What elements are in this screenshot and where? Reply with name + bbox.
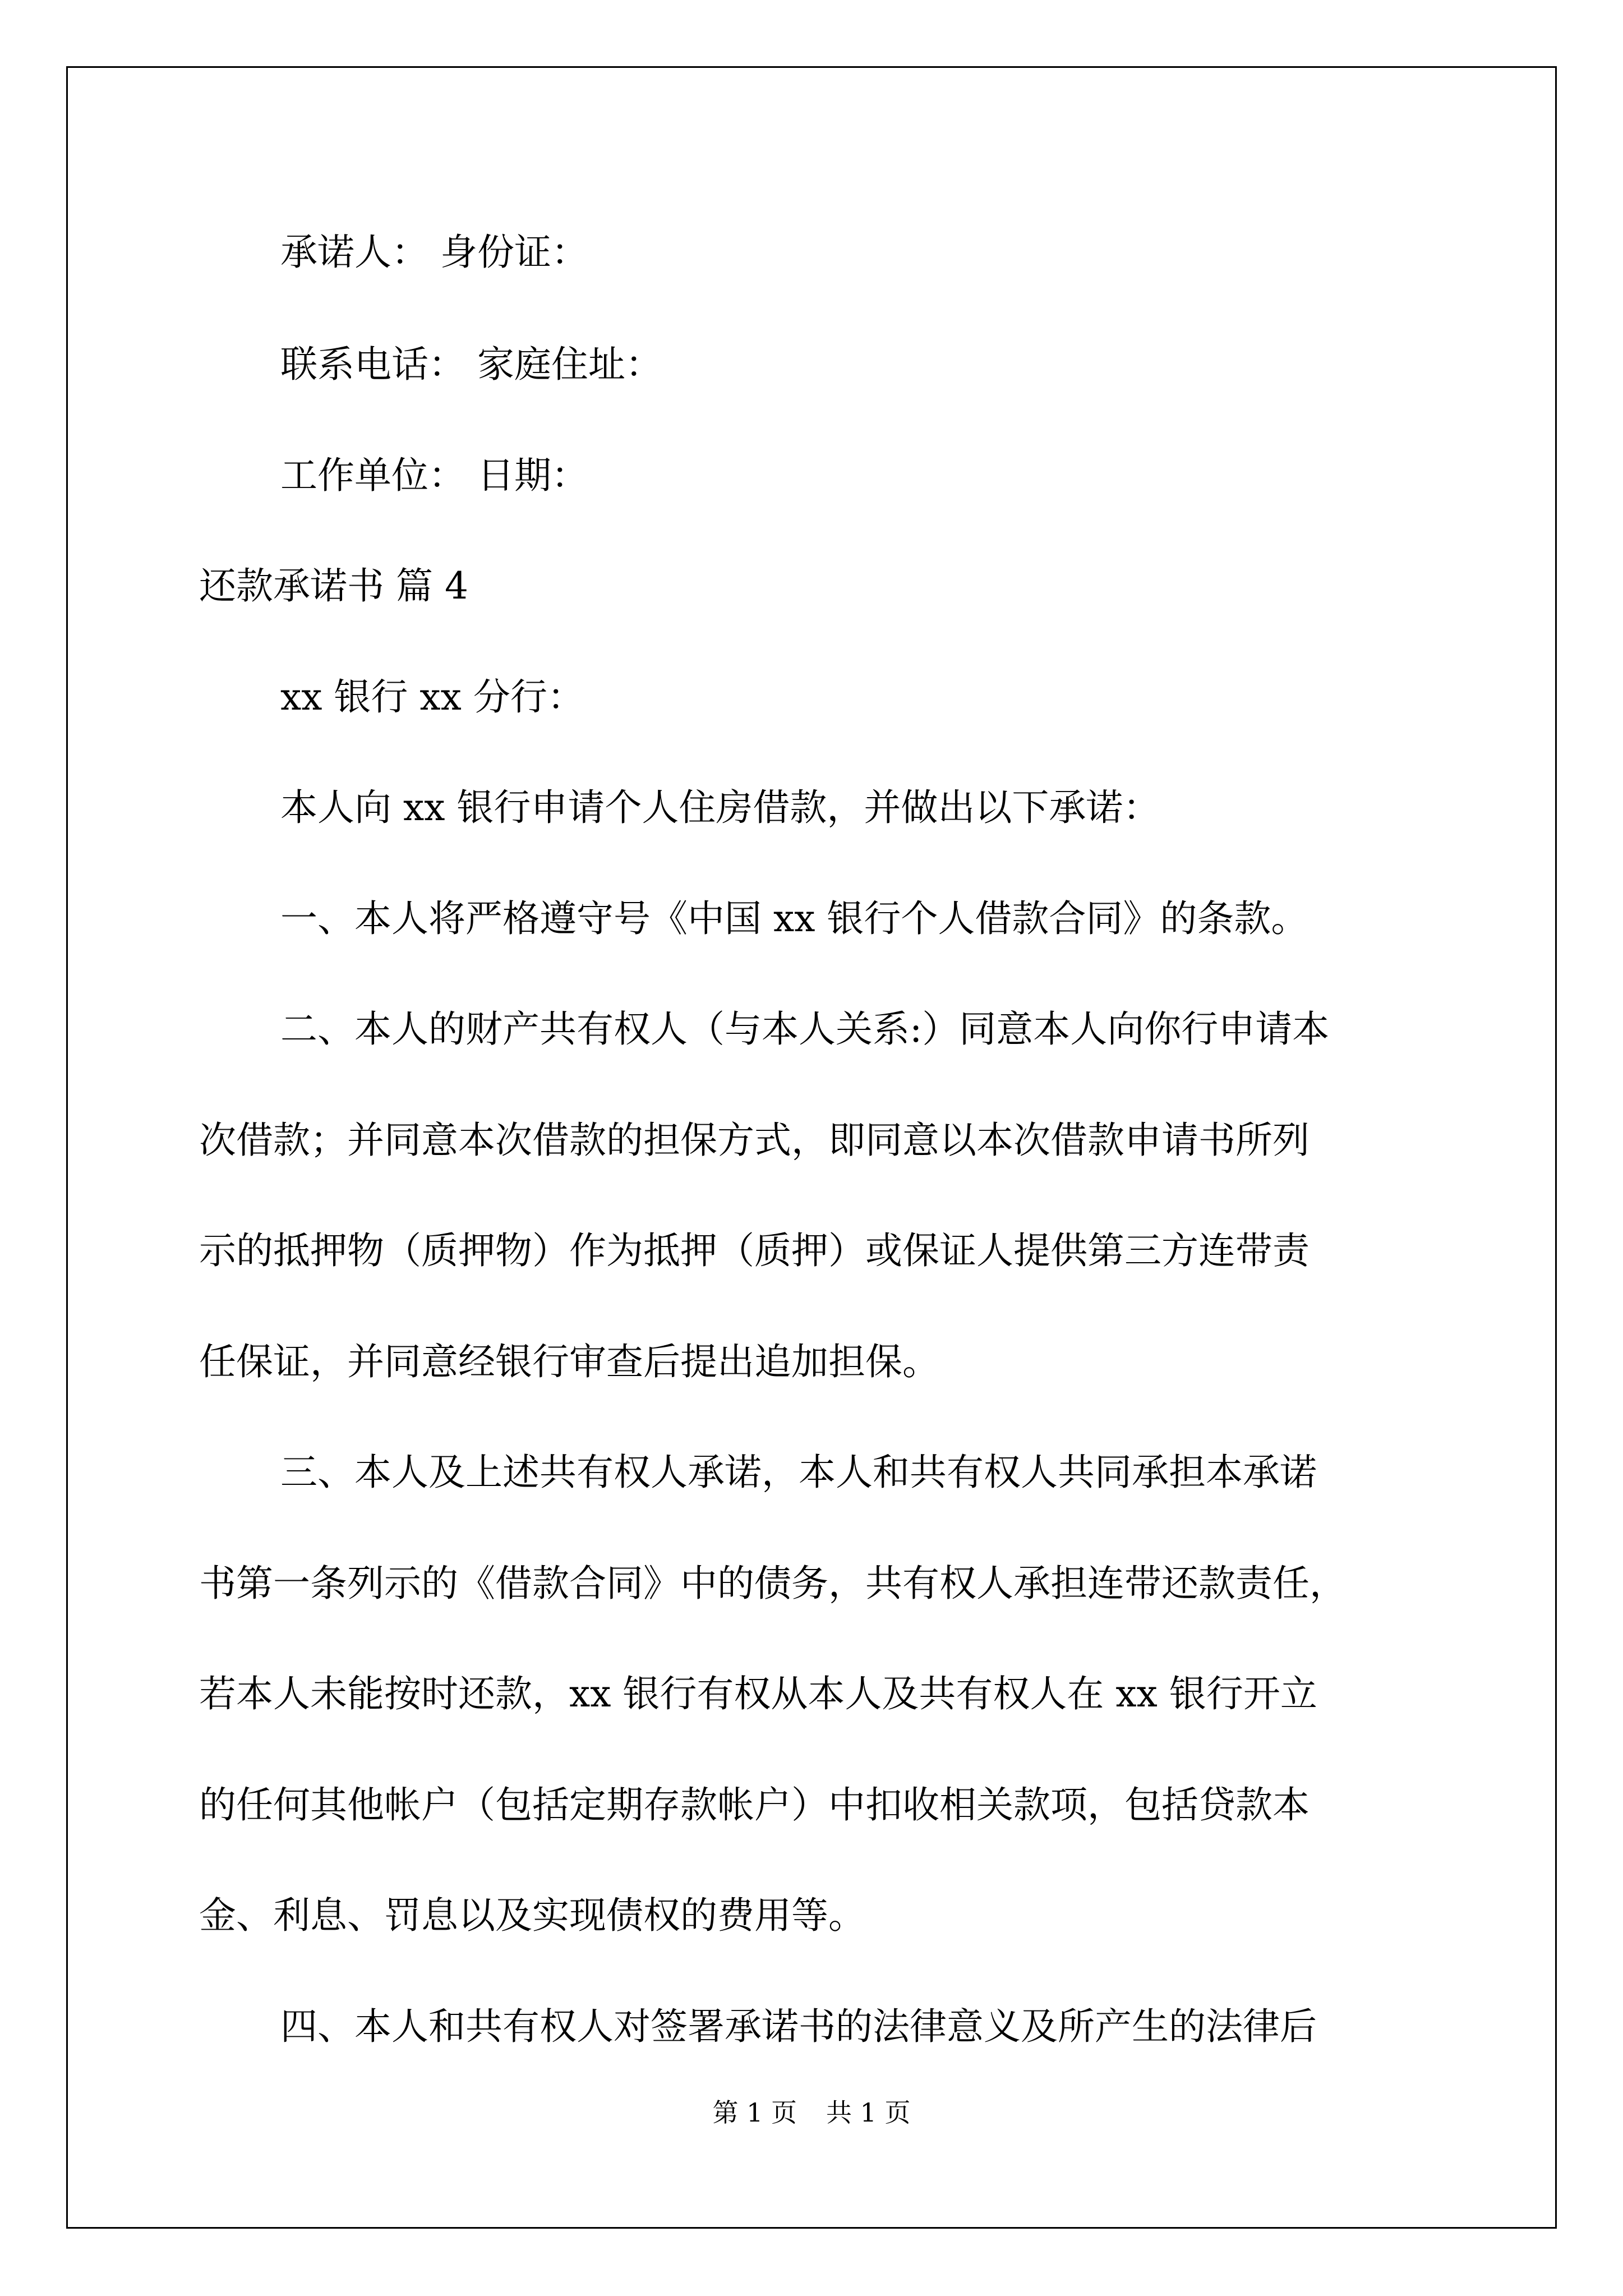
clause-2-line-1: 二、本人的财产共有权人（与本人关系:）同意本人向你行申请本	[280, 1007, 1330, 1051]
clause-3-line-4: 的任何其他帐户（包括定期存款帐户）中扣收相关款项，包括贷款本	[199, 1783, 1310, 1826]
addressee-line: xx 银行 xx 分行：	[280, 675, 584, 719]
clause-4-line-1: 四、本人和共有权人对签署承诺书的法律意义及所产生的法律后	[280, 2005, 1317, 2048]
intro-paragraph: 本人向 xx 银行申请个人住房借款，并做出以下承诺：	[280, 786, 1160, 829]
contact-line: 联系电话： 家庭住址：	[280, 343, 662, 386]
page-number: 第 1 页	[712, 2097, 797, 2128]
clause-3-line-3: 若本人未能按时还款，xx 银行有权从本人及共有权人在 xx 银行开立	[199, 1672, 1317, 1715]
clause-2-line-2: 次借款；并同意本次借款的担保方式，即同意以本次借款申请书所列	[199, 1119, 1310, 1162]
page-footer	[0, 2097, 1623, 2128]
clause-3-line-1: 三、本人及上述共有权人承诺，本人和共有权人共同承担本承诺	[280, 1451, 1317, 1494]
clause-2-line-3: 示的抵押物（质押物）作为抵押（质押）或保证人提供第三方连带责	[199, 1229, 1310, 1272]
clause-2-line-4: 任保证，并同意经银行审查后提出追加担保。	[199, 1340, 939, 1383]
signer-line: 承诺人： 身份证：	[280, 231, 588, 274]
clause-3-line-5: 金、利息、罚息以及实现债权的费用等。	[199, 1894, 865, 1937]
page-total: 共 1 页	[826, 2097, 911, 2128]
clause-1: 一、本人将严格遵守号《中国 xx 银行个人借款合同》的条款。	[280, 897, 1308, 940]
workplace-line: 工作单位： 日期：	[280, 454, 588, 497]
section-heading: 还款承诺书 篇 4	[199, 564, 468, 608]
clause-3-line-2: 书第一条列示的《借款合同》中的债务，共有权人承担连带还款责任，	[199, 1562, 1347, 1605]
